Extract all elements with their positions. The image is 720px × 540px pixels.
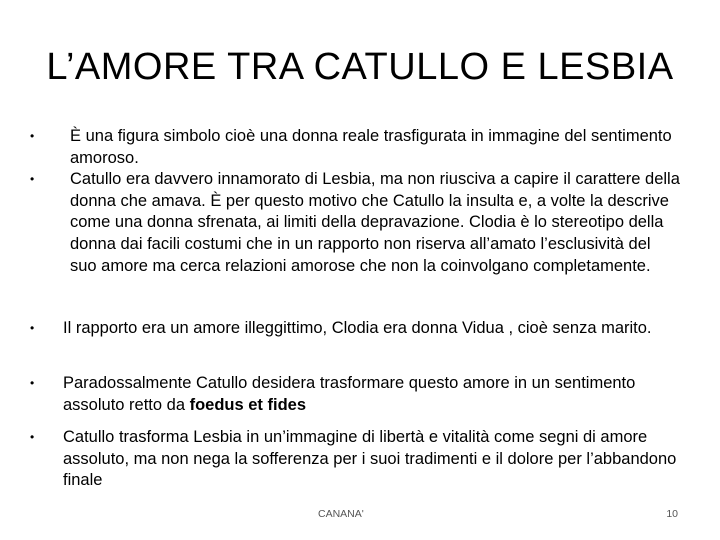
bullet-icon: • [30,376,35,390]
list-item [30,126,680,169]
footer-author: CANANA' [318,508,364,520]
bullet-icon: • [30,321,35,335]
bullet-icon: • [30,172,35,187]
list-item [30,427,680,492]
list-item [30,318,680,340]
bullet-text-bold: foedus et fides [189,395,307,414]
bullet-text: Catullo trasforma Lesbia in un’immagine di libertà e vitalità come segni di amore assoluto, ma non nega la sofferenza per i suoi tradimenti e il dolore per l’abbandono finale [63,428,677,490]
slide-title: L’AMORE TRA CATULLO E LESBIA [46,46,674,88]
bullet-list-lower-2 [30,373,680,416]
bullet-text: Paradossalmente Catullo desidera trasformare questo amore in un sentimento assoluto retto da [63,374,636,414]
bullet-text: È una figura simbolo cioè una donna reale trasfigurata in immagine del sentimento amoroso. [70,127,672,167]
bullet-icon: • [30,430,35,444]
bullet-list-lower-1 [30,318,680,340]
bullet-text: Catullo era davvero innamorato di Lesbia, ma non riusciva a capire il carattere della donna che amava. È per questo motivo che Catullo la insulta e, a volte la descrive come una donna sfrenata, ai limiti della depravazione. Clodia è lo stereotipo della donna dai facili costumi che in un rapporto non riserva all’amato l’esclusività del suo amore ma cerca relazioni amorose che non la coinvolgano completamente. [70,170,680,275]
bullet-icon: • [30,129,35,143]
bullet-list-lower-3 [30,427,680,492]
bullet-list-upper [30,126,680,277]
bullet-text: Il rapporto era un amore illeggittimo, Clodia era donna Vidua , cioè senza marito. [63,319,652,337]
list-item [30,373,680,416]
list-item [30,169,680,277]
page-number: 10 [666,508,678,520]
